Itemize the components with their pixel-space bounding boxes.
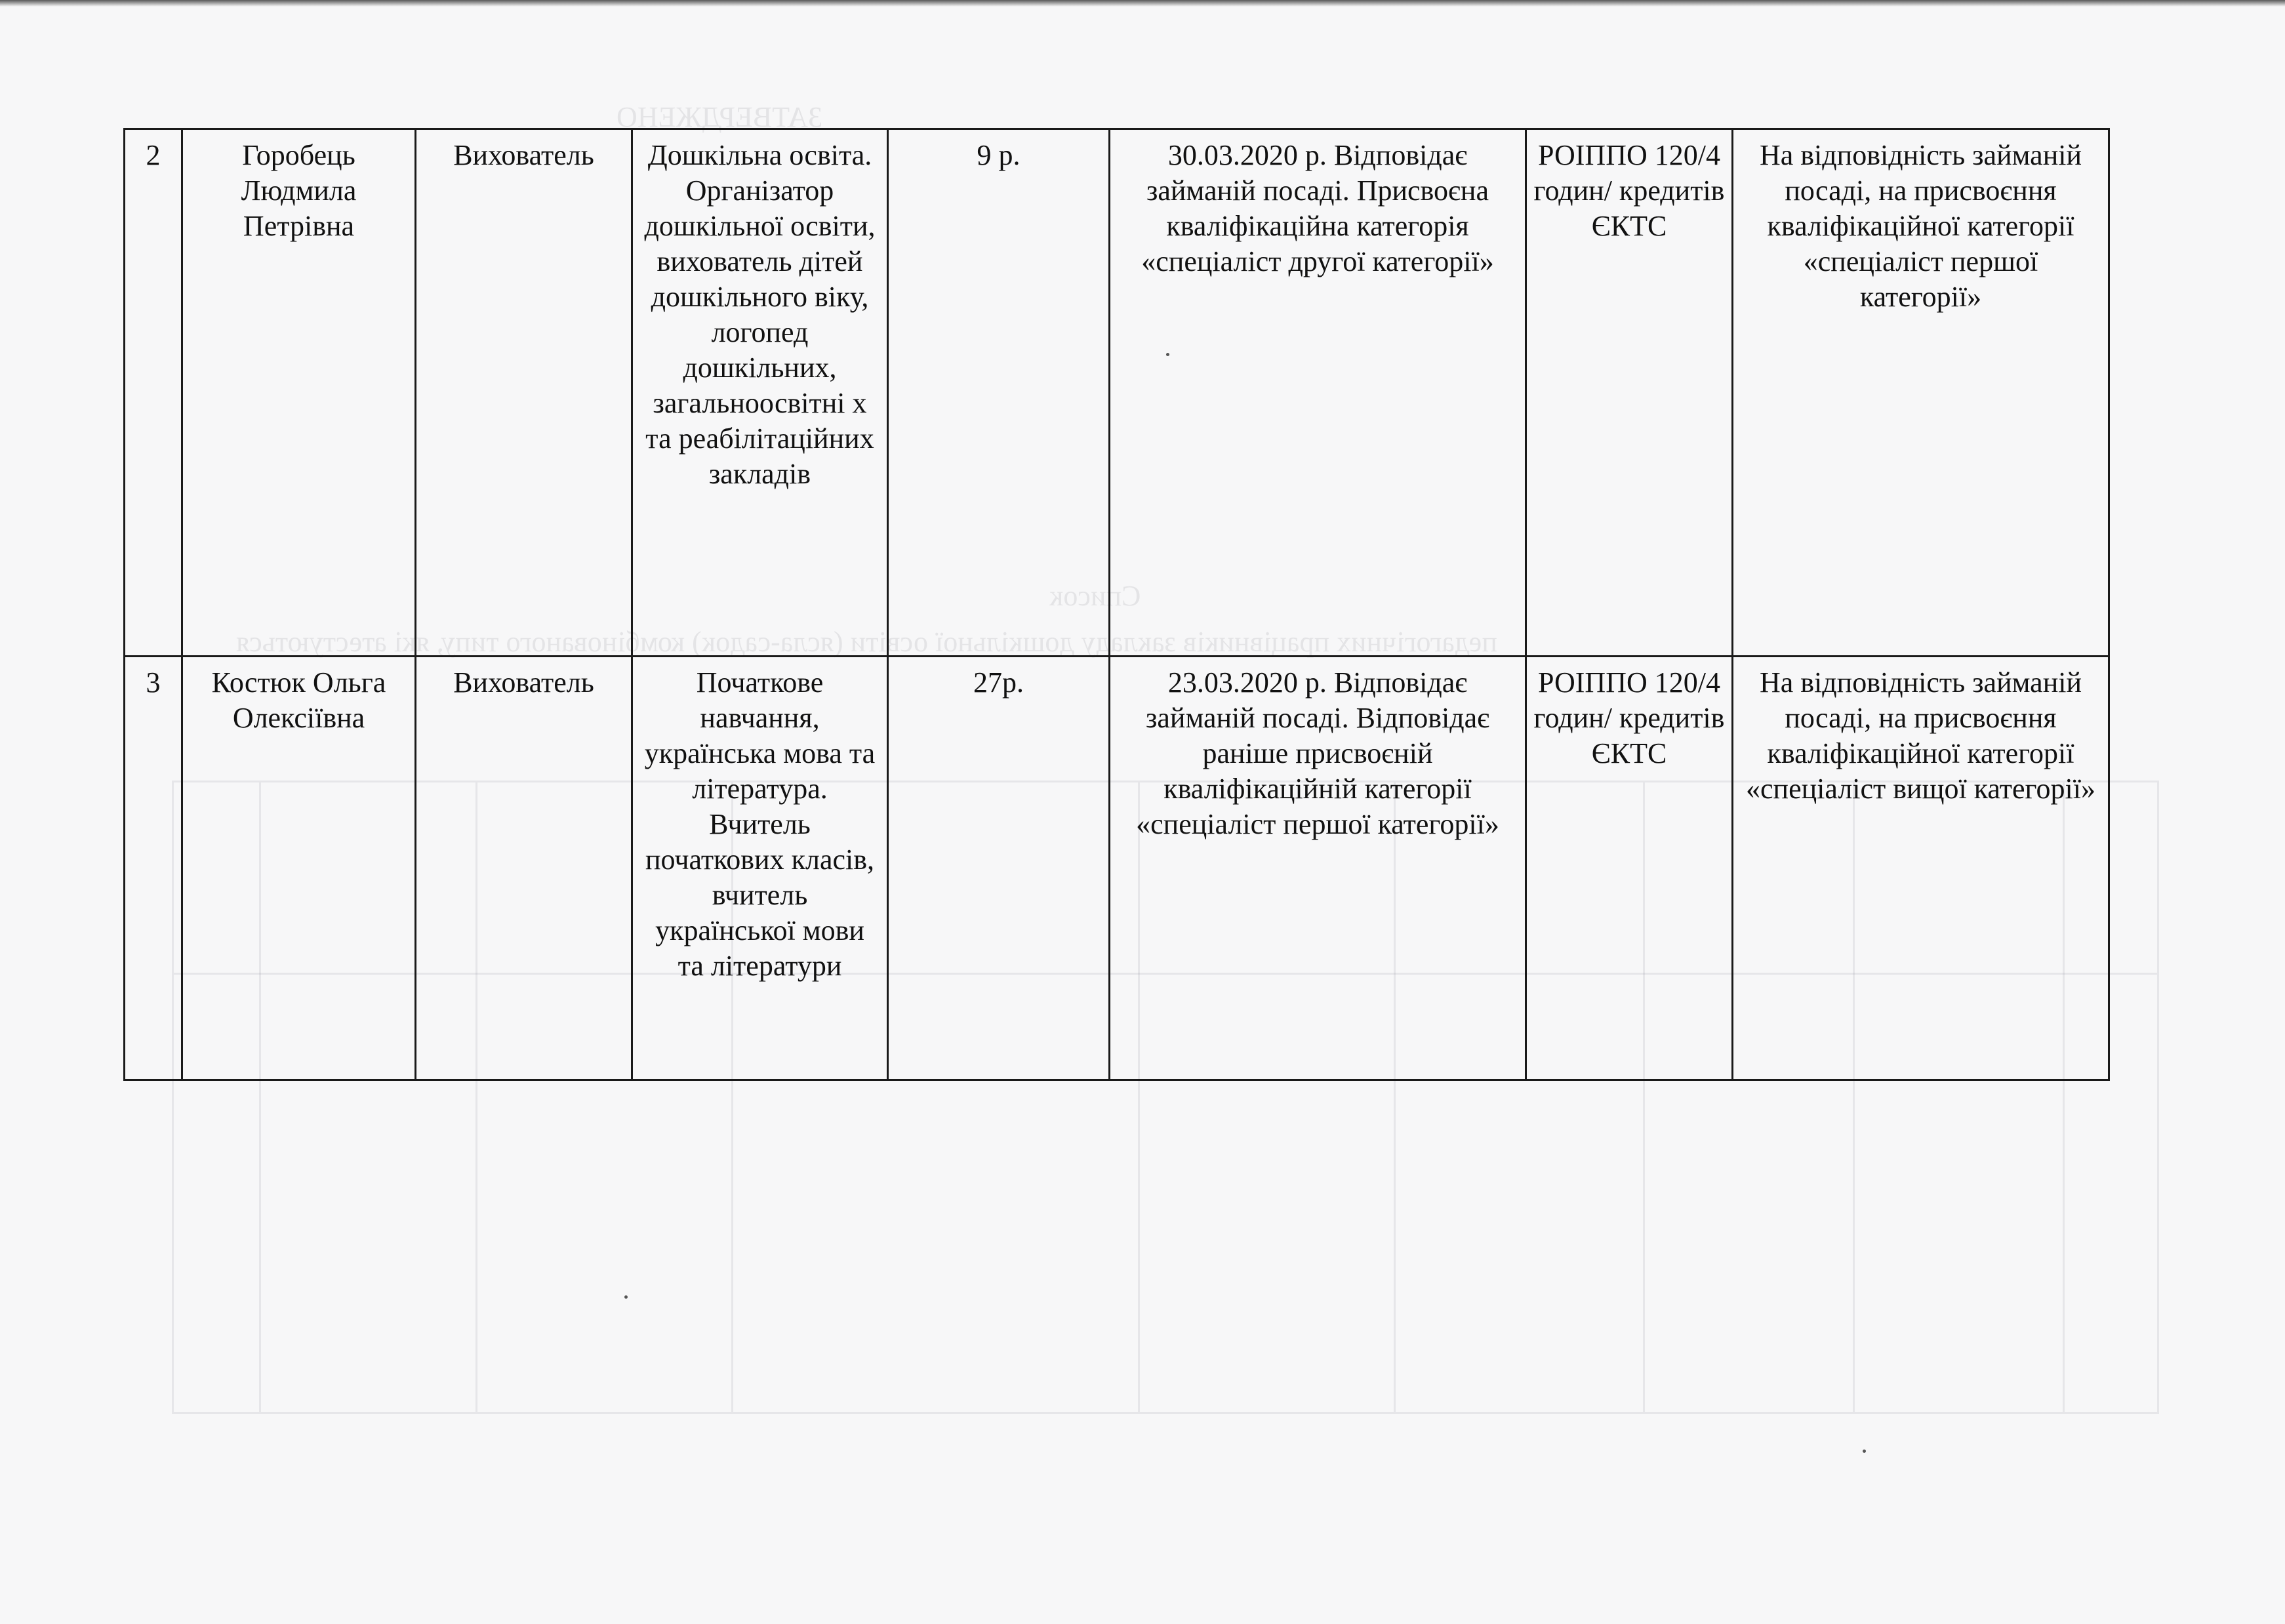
attestation-goal-cell: На відповідність займаній посаді, на присвоєння кваліфікаційної категорії «спеціаліст вищої категорії»: [1733, 657, 2109, 1080]
attestation-table: [123, 128, 2110, 1081]
bleed-through-text: ЗАТВЕРДЖЕНО: [617, 101, 823, 133]
experience-cell: 27р.: [888, 657, 1110, 1080]
scan-speck: [1863, 1450, 1866, 1453]
table-row: [125, 657, 2109, 1080]
courses-cell: РОІППО 120/4 годин/ кредитів ЄКТС: [1526, 129, 1733, 657]
position-cell: Вихователь: [416, 129, 632, 657]
previous-attestation-cell: 30.03.2020 р. Відповідає займаній посаді. Присвоєна кваліфікаційна категорія «спеціаліст другої категорії»: [1110, 129, 1526, 657]
full-name-cell: Костюк Ольга Олексіївна: [182, 657, 416, 1080]
previous-attestation-cell: 23.03.2020 р. Відповідає займаній посаді. Відповідає раніше присвоєній кваліфікаційній категорії «спеціаліст першої категорії»: [1110, 657, 1526, 1080]
scan-speck: [624, 1295, 628, 1299]
scan-speck: [1166, 353, 1169, 356]
attestation-goal-cell: На відповідність займаній посаді, на присвоєння кваліфікаційної категорії «спеціаліст першої категорії»: [1733, 129, 2109, 657]
bleed-through-text: Список: [1049, 580, 1141, 612]
education-cell: Початкове навчання, українська мова та література. Вчитель початкових класів, вчитель української мови та літератури: [632, 657, 888, 1080]
full-name-cell: Горобець Людмила Петрівна: [182, 129, 416, 657]
scan-top-edge: [0, 0, 2285, 7]
table-row: [125, 129, 2109, 657]
education-cell: Дошкільна освіта. Організатор дошкільної освіти, вихователь дітей дошкільного віку, логопед дошкільних, загальноосвітні х та реабілітаційних закладів: [632, 129, 888, 657]
position-cell: Вихователь: [416, 657, 632, 1080]
row-number-cell: 3: [125, 657, 182, 1080]
courses-cell: РОІППО 120/4 годин/ кредитів ЄКТС: [1526, 657, 1733, 1080]
row-number-cell: 2: [125, 129, 182, 657]
bleed-through-text: педагогічних працівників закладу дошкільної освіти (ясла-садок) комбінованого типу, які атестуються: [236, 626, 1497, 658]
experience-cell: 9 р.: [888, 129, 1110, 657]
